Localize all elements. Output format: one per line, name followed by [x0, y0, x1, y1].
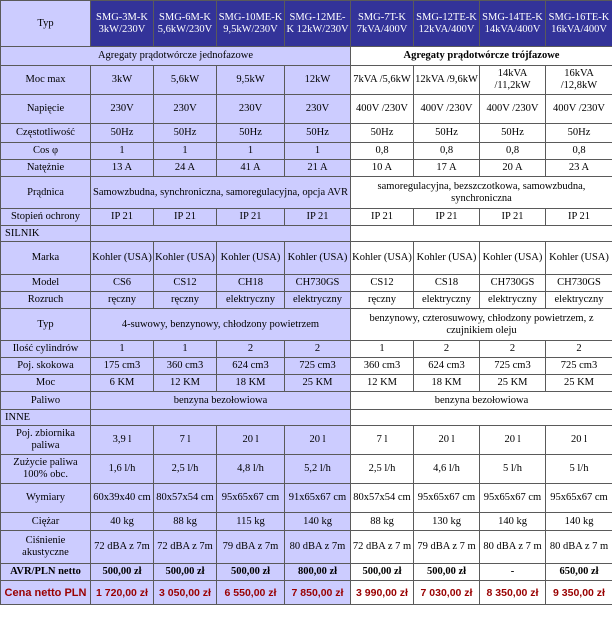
table-cell: 725 cm3 — [546, 358, 612, 375]
table-cell: CH730GS — [546, 275, 612, 292]
table-cell-empty — [351, 226, 612, 242]
table-row — [1, 358, 612, 375]
table-cell: 80x57x54 cm — [154, 484, 217, 513]
table-cell: Kohler (USA) — [91, 242, 154, 275]
table-row — [1, 143, 612, 160]
table-cell: 95x65x67 cm — [546, 484, 612, 513]
table-cell: 79 dBA z 7 m — [414, 531, 480, 564]
table-cell: IP 21 — [546, 209, 612, 226]
table-cell: IP 21 — [480, 209, 546, 226]
table-cell: 50Hz — [351, 124, 414, 143]
table-cell: 13 A — [91, 160, 154, 177]
table-cell: 115 kg — [217, 513, 285, 531]
table-cell: 230V — [91, 95, 154, 124]
table-cell: 1,6 l/h — [91, 455, 154, 484]
table-cell: 91x65x67 cm — [285, 484, 351, 513]
table-cell: 650,00 zł — [546, 564, 612, 581]
row-label: Model — [1, 275, 91, 292]
table-cell: 9,5kW — [217, 66, 285, 95]
section-label-silnik: SILNIK — [1, 226, 91, 242]
table-row — [1, 292, 612, 309]
table-cell: 20 l — [546, 426, 612, 455]
table-cell: 800,00 zł — [285, 564, 351, 581]
row-label-price: Cena netto PLN — [1, 581, 91, 605]
row-label: Prądnica — [1, 177, 91, 209]
model-header: SMG-14TE-K 14kVA/400V — [480, 1, 546, 47]
table-cell: CS18 — [414, 275, 480, 292]
table-cell: 20 l — [285, 426, 351, 455]
table-cell: elektryczny — [285, 292, 351, 309]
table-cell: 20 l — [480, 426, 546, 455]
table-cell: 2,5 l/h — [154, 455, 217, 484]
table-cell: 50Hz — [414, 124, 480, 143]
table-cell: 2 — [546, 341, 612, 358]
row-label: Rozruch — [1, 292, 91, 309]
table-cell: 20 l — [414, 426, 480, 455]
table-cell: 5 l/h — [480, 455, 546, 484]
table-cell: 500,00 zł — [351, 564, 414, 581]
table-cell: 24 A — [154, 160, 217, 177]
table-cell: 41 A — [217, 160, 285, 177]
table-row — [1, 513, 612, 531]
table-cell: 72 dBA z 7m — [91, 531, 154, 564]
table-cell: elektryczny — [546, 292, 612, 309]
table-cell: 80x57x54 cm — [351, 484, 414, 513]
row-label: Ciśnienie akustyczne — [1, 531, 91, 564]
section-label-inne: INNE — [1, 410, 91, 426]
table-cell-empty — [351, 410, 612, 426]
table-row — [1, 124, 612, 143]
price-cell: 7 030,00 zł — [414, 581, 480, 605]
table-cell: 10 A — [351, 160, 414, 177]
table-row — [1, 177, 612, 209]
table-cell: Kohler (USA) — [217, 242, 285, 275]
row-label: Ilość cylindrów — [1, 341, 91, 358]
table-cell: 500,00 zł — [91, 564, 154, 581]
table-cell: 6 KM — [91, 375, 154, 392]
table-cell: 1 — [154, 143, 217, 160]
section-row — [1, 410, 612, 426]
table-cell: 7 l — [351, 426, 414, 455]
table-cell: 25 KM — [480, 375, 546, 392]
table-cell: 20 A — [480, 160, 546, 177]
table-cell: 12 KM — [154, 375, 217, 392]
table-row — [1, 160, 612, 177]
table-cell: 3kW — [91, 66, 154, 95]
table-cell: 79 dBA z 7m — [217, 531, 285, 564]
table-cell: CS12 — [154, 275, 217, 292]
table-cell: 400V /230V — [351, 95, 414, 124]
table-cell: 400V /230V — [414, 95, 480, 124]
row-label-typ: Typ — [1, 1, 91, 47]
price-cell: 8 350,00 zł — [480, 581, 546, 605]
table-cell: Kohler (USA) — [285, 242, 351, 275]
table-cell: 95x65x67 cm — [480, 484, 546, 513]
table-cell-merged: benzyna bezołowiowa — [351, 392, 612, 410]
price-cell: 9 350,00 zł — [546, 581, 612, 605]
table-cell: 2 — [217, 341, 285, 358]
table-cell: 1 — [285, 143, 351, 160]
table-cell: IP 21 — [414, 209, 480, 226]
table-cell: 95x65x67 cm — [414, 484, 480, 513]
table-cell: IP 21 — [351, 209, 414, 226]
table-row — [1, 66, 612, 95]
table-cell: 140 kg — [546, 513, 612, 531]
table-cell: CH730GS — [285, 275, 351, 292]
price-cell: 3 050,00 zł — [154, 581, 217, 605]
table-cell: Kohler (USA) — [546, 242, 612, 275]
table-cell: 88 kg — [351, 513, 414, 531]
table-cell: CH18 — [217, 275, 285, 292]
table-cell: Kohler (USA) — [480, 242, 546, 275]
table-row — [1, 341, 612, 358]
row-label: Ciężar — [1, 513, 91, 531]
table-cell: 80 dBA z 7 m — [480, 531, 546, 564]
table-cell: 7kVA /5,6kW — [351, 66, 414, 95]
table-cell: 500,00 zł — [414, 564, 480, 581]
table-cell: CH730GS — [480, 275, 546, 292]
table-cell: 500,00 zł — [154, 564, 217, 581]
table-cell: 12kW — [285, 66, 351, 95]
table-cell: 50Hz — [91, 124, 154, 143]
table-cell: Kohler (USA) — [414, 242, 480, 275]
table-cell: 624 cm3 — [217, 358, 285, 375]
table-cell: Kohler (USA) — [154, 242, 217, 275]
table-cell: 50Hz — [480, 124, 546, 143]
model-header: SMG-7T-K 7kVA/400V — [351, 1, 414, 47]
model-header: SMG-16TE-K 16kVA/400V — [546, 1, 612, 47]
table-cell: 95x65x67 cm — [217, 484, 285, 513]
table-row-avr — [1, 564, 612, 581]
table-row — [1, 309, 612, 341]
row-label: Napięcie — [1, 95, 91, 124]
table-cell: 5,6kW — [154, 66, 217, 95]
table-row — [1, 426, 612, 455]
price-cell: 1 720,00 zł — [91, 581, 154, 605]
table-cell-empty — [91, 226, 351, 242]
row-label: Moc — [1, 375, 91, 392]
table-cell-empty — [91, 410, 351, 426]
table-cell: 20 l — [217, 426, 285, 455]
header-row — [1, 1, 612, 47]
table-row — [1, 392, 612, 410]
model-header: SMG-3M-K 3kW/230V — [91, 1, 154, 47]
table-cell: 2 — [285, 341, 351, 358]
table-cell-merged: benzyna bezołowiowa — [91, 392, 351, 410]
table-cell: 80 dBA z 7 m — [546, 531, 612, 564]
table-cell: 400V /230V — [480, 95, 546, 124]
table-cell: ręczny — [91, 292, 154, 309]
row-label: Cos φ — [1, 143, 91, 160]
table-cell: 725 cm3 — [285, 358, 351, 375]
row-label: Częstotliwość — [1, 124, 91, 143]
table-cell: 725 cm3 — [480, 358, 546, 375]
table-cell: 0,8 — [480, 143, 546, 160]
table-cell: 21 A — [285, 160, 351, 177]
table-cell: ręczny — [351, 292, 414, 309]
table-row — [1, 95, 612, 124]
table-cell: 23 A — [546, 160, 612, 177]
table-cell: IP 21 — [91, 209, 154, 226]
row-label: AVR/PLN netto — [1, 564, 91, 581]
table-cell-merged: Samowzbudna, synchroniczna, samoregulacyjna, opcja AVR — [91, 177, 351, 209]
table-cell: 50Hz — [285, 124, 351, 143]
table-cell: 18 KM — [414, 375, 480, 392]
table-cell: 2 — [414, 341, 480, 358]
table-cell: 624 cm3 — [414, 358, 480, 375]
table-cell-merged: samoregulacyjna, bezszczotkowa, samowzbudna, synchroniczna — [351, 177, 612, 209]
table-cell: 4,6 l/h — [414, 455, 480, 484]
model-header: SMG-12ME-K 12kW/230V — [285, 1, 351, 47]
row-label: Marka — [1, 242, 91, 275]
row-label: Natężnie — [1, 160, 91, 177]
table-cell: 230V — [217, 95, 285, 124]
table-cell: 88 kg — [154, 513, 217, 531]
table-cell: 140 kg — [480, 513, 546, 531]
row-label: Zużycie paliwa 100% obc. — [1, 455, 91, 484]
table-cell: elektryczny — [414, 292, 480, 309]
table-cell: 5,2 l/h — [285, 455, 351, 484]
section-three-phase: Agregaty prądotwórcze trójfazowe — [351, 47, 612, 66]
table-cell: 175 cm3 — [91, 358, 154, 375]
row-label: Paliwo — [1, 392, 91, 410]
table-cell: IP 21 — [217, 209, 285, 226]
table-cell: 2 — [480, 341, 546, 358]
table-cell: 50Hz — [154, 124, 217, 143]
table-cell: 12kVA /9,6kW — [414, 66, 480, 95]
table-cell: 130 kg — [414, 513, 480, 531]
table-cell: 1 — [154, 341, 217, 358]
table-cell: 500,00 zł — [217, 564, 285, 581]
table-cell: 14kVA /11,2kW — [480, 66, 546, 95]
price-cell: 6 550,00 zł — [217, 581, 285, 605]
row-label: Poj. zbiornika paliwa — [1, 426, 91, 455]
row-label: Stopień ochrony — [1, 209, 91, 226]
table-cell: 360 cm3 — [351, 358, 414, 375]
table-cell: 60x39x40 cm — [91, 484, 154, 513]
row-label: Moc max — [1, 66, 91, 95]
table-cell: IP 21 — [285, 209, 351, 226]
table-cell: 400V /230V — [546, 95, 612, 124]
table-cell: 17 A — [414, 160, 480, 177]
table-cell: CS6 — [91, 275, 154, 292]
table-cell: 360 cm3 — [154, 358, 217, 375]
model-header: SMG-6M-K 5,6kW/230V — [154, 1, 217, 47]
row-label: Poj. skokowa — [1, 358, 91, 375]
table-cell: 2,5 l/h — [351, 455, 414, 484]
table-cell: 230V — [154, 95, 217, 124]
table-row — [1, 275, 612, 292]
table-row — [1, 375, 612, 392]
table-cell: 3,9 l — [91, 426, 154, 455]
table-cell: CS12 — [351, 275, 414, 292]
table-cell: IP 21 — [154, 209, 217, 226]
price-cell: 3 990,00 zł — [351, 581, 414, 605]
row-label: Wymiary — [1, 484, 91, 513]
table-row — [1, 484, 612, 513]
table-row — [1, 531, 612, 564]
table-cell: 5 l/h — [546, 455, 612, 484]
table-cell: 0,8 — [414, 143, 480, 160]
table-cell: 1 — [351, 341, 414, 358]
table-cell: elektryczny — [480, 292, 546, 309]
table-cell: 80 dBA z 7m — [285, 531, 351, 564]
table-cell: 4,8 l/h — [217, 455, 285, 484]
table-cell: 140 kg — [285, 513, 351, 531]
table-cell: 40 kg — [91, 513, 154, 531]
table-cell: 16kVA /12,8kW — [546, 66, 612, 95]
table-cell: 18 KM — [217, 375, 285, 392]
table-cell: - — [480, 564, 546, 581]
table-cell: 1 — [91, 341, 154, 358]
table-cell: 12 KM — [351, 375, 414, 392]
table-cell: 25 KM — [285, 375, 351, 392]
row-label: Typ — [1, 309, 91, 341]
section-row — [1, 47, 612, 66]
table-cell: 0,8 — [351, 143, 414, 160]
table-cell: elektryczny — [217, 292, 285, 309]
table-row — [1, 209, 612, 226]
table-cell-merged: benzynowy, czterosuwowy, chłodzony powietrzem, z czujnikiem oleju — [351, 309, 612, 341]
model-header: SMG-10ME-K 9,5kW/230V — [217, 1, 285, 47]
table-cell: 1 — [91, 143, 154, 160]
table-cell: 230V — [285, 95, 351, 124]
section-single-phase: Agregaty prądotwórcze jednofazowe — [1, 47, 351, 66]
table-cell: Kohler (USA) — [351, 242, 414, 275]
table-cell: 7 l — [154, 426, 217, 455]
price-cell: 7 850,00 zł — [285, 581, 351, 605]
table-row — [1, 455, 612, 484]
section-row — [1, 226, 612, 242]
table-cell-merged: 4-suwowy, benzynowy, chłodzony powietrzem — [91, 309, 351, 341]
table-cell: 50Hz — [217, 124, 285, 143]
table-cell: 50Hz — [546, 124, 612, 143]
table-cell: 25 KM — [546, 375, 612, 392]
table-cell: 72 dBA z 7 m — [351, 531, 414, 564]
table-row-price — [1, 581, 612, 605]
table-cell: 72 dBA z 7m — [154, 531, 217, 564]
table-cell: 0,8 — [546, 143, 612, 160]
table-row — [1, 242, 612, 275]
table-cell: ręczny — [154, 292, 217, 309]
table-cell: 1 — [217, 143, 285, 160]
model-header: SMG-12TE-K 12kVA/400V — [414, 1, 480, 47]
